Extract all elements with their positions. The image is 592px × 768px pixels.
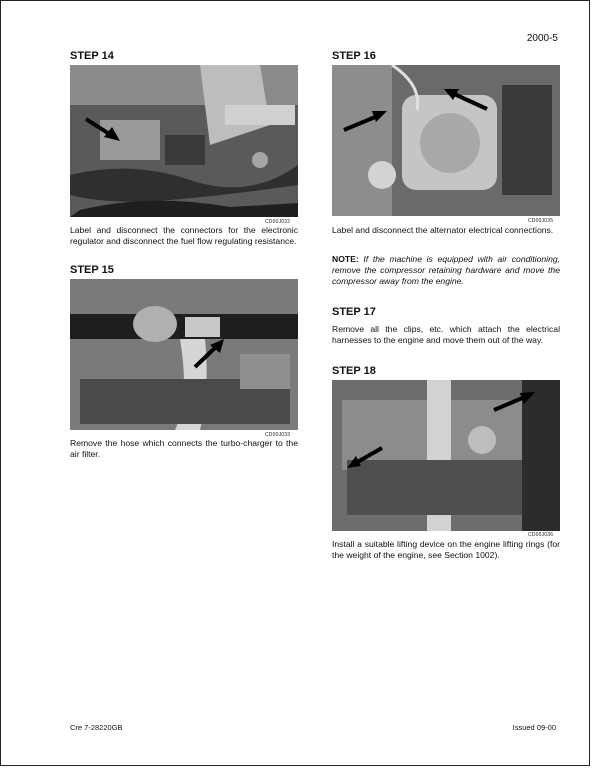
- step-18-photo: [332, 380, 560, 531]
- note-text: If the machine is equipped with air conditioning, remove the compressor retaining hardware and move the compressor away from the engine.: [332, 254, 561, 286]
- step-16-figure-id: CD00J035: [528, 218, 554, 224]
- step-15-figure-id: CD00J033: [265, 432, 291, 438]
- step-15-title: STEP 15: [70, 264, 114, 276]
- step-16-title: STEP 16: [332, 50, 376, 62]
- step-18-figure-id: CD00J036: [528, 532, 554, 538]
- step-16-text: Label and disconnect the alternator electrical connections.: [332, 225, 554, 235]
- step-14-title: STEP 14: [70, 50, 114, 62]
- step-14-figure-id: CD00J032: [265, 219, 291, 225]
- step-17-title: STEP 17: [332, 306, 376, 318]
- footer-document-code: Cre 7-28220GB: [70, 723, 123, 732]
- step-15-photo: [70, 279, 298, 430]
- page-number: 2000-5: [526, 33, 558, 44]
- step-16-note: [332, 254, 560, 287]
- note-label: NOTE:: [332, 254, 359, 264]
- step-15-text: Remove the hose which connects the turbo-charger to the air filter.: [70, 438, 298, 459]
- footer-issue-date: Issued 09-00: [512, 723, 556, 732]
- step-18-title: STEP 18: [332, 365, 376, 377]
- step-18-text: Install a suitable lifting device on the engine lifting rings (for the weight of the engine, see Section 1002).: [332, 539, 560, 560]
- step-14-photo: [70, 65, 298, 217]
- step-17-text: Remove all the clips, etc. which attach the electrical harnesses to the engine and move them out of the way.: [332, 324, 560, 345]
- step-14-text: Label and disconnect the connectors for the electronic regulator and disconnect the fuel flow regulating resistance.: [70, 225, 298, 246]
- step-16-photo: [332, 65, 560, 216]
